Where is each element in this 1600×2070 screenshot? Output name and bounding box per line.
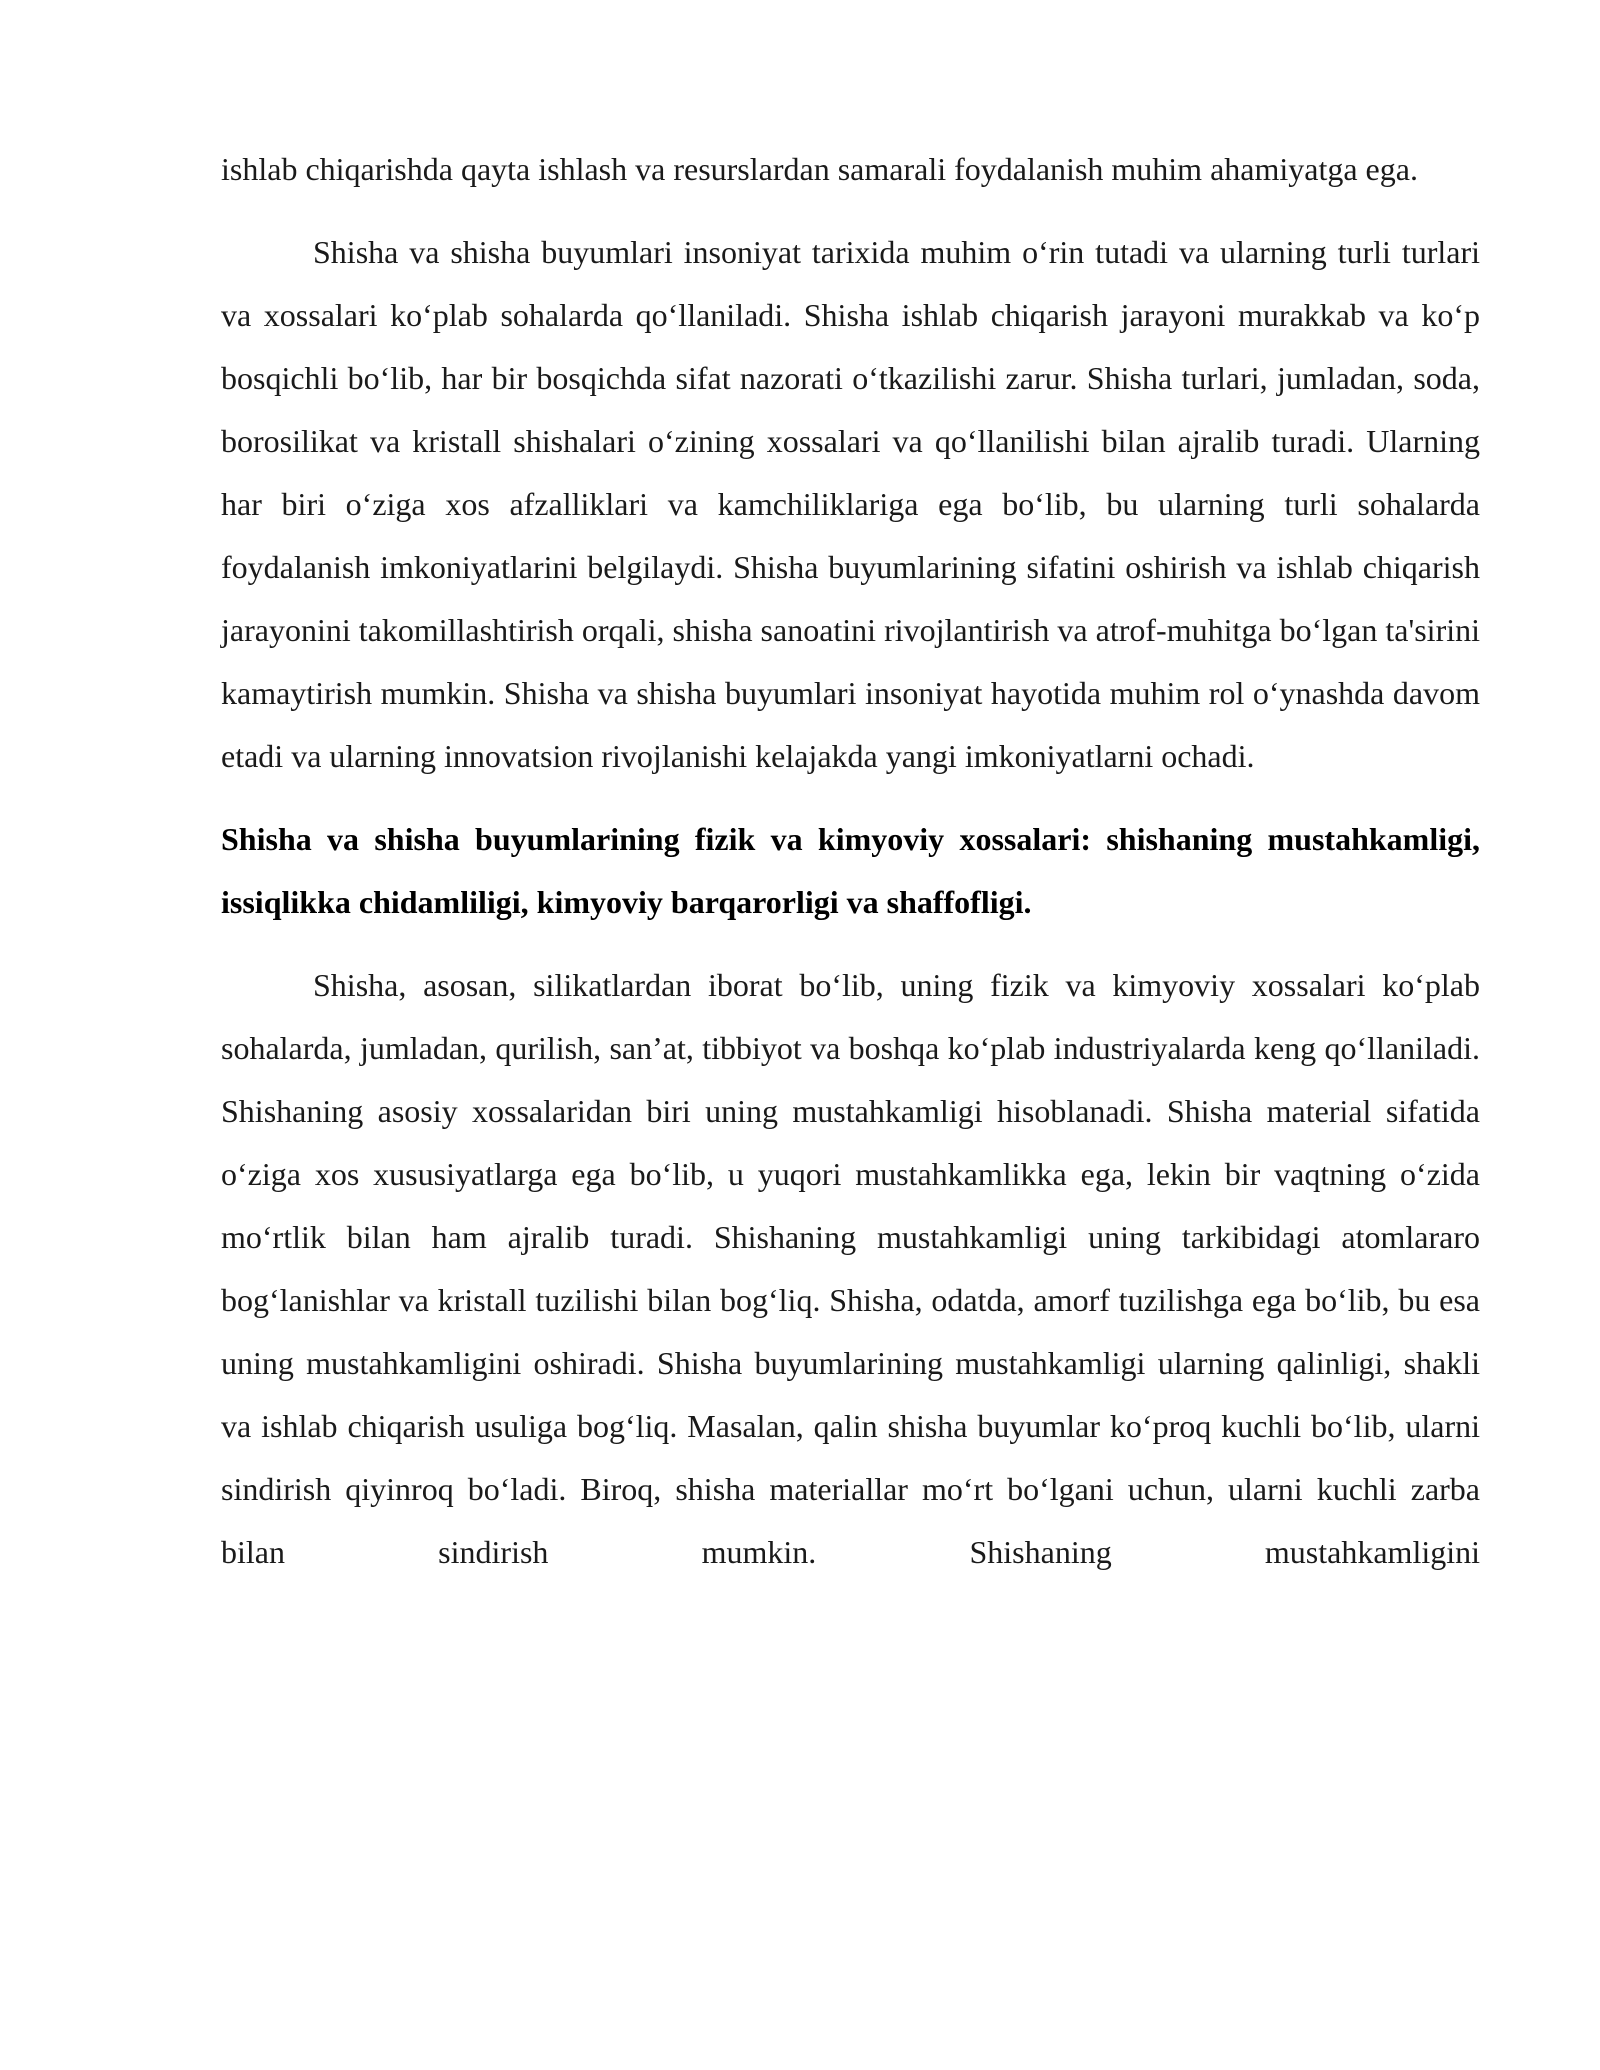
document-body <box>221 138 1480 1584</box>
paragraph-properties: Shisha, asosan, silikatlardan iborat bo‘lib, uning fizik va kimyoviy xossalari ko‘plab sohalarda, jumladan, qurilish, san’at, tibbiyot va boshqa ko‘plab industriyalarda keng qo‘llaniladi. Shishaning asosiy xossalaridan biri uning mustahkamligi hisoblanadi. Shisha material sifatida o‘ziga xos xususiyatlarga ega bo‘lib, u yuqori mustahkamlikka ega, lekin bir vaqtning o‘zida mo‘rtlik bilan ham ajralib turadi. Shishaning mustahkamligi uning tarkibidagi atomlararo bog‘lanishlar va kristall tuzilishi bilan bog‘liq. Shisha, odatda, amorf tuzilishga ega bo‘lib, bu esa uning mustahkamligini oshiradi. Shisha buyumlarining mustahkamligi ularning qalinligi, shakli va ishlab chiqarish usuliga bog‘liq. Masalan, qalin shisha buyumlar ko‘proq kuchli bo‘lib, ularni sindirish qiyinroq bo‘ladi. Biroq, shisha materiallar mo‘rt bo‘lgani uchun, ularni kuchli zarba bilan sindirish mumkin. Shishaning mustahkamligini <box>221 967 1480 1570</box>
section-heading: Shisha va shisha buyumlarining fizik va kimyoviy xossalari: shishaning mustahkamligi, issiqlikka chidamliligi, kimyoviy barqarorligi va shaffofligi. <box>221 821 1480 920</box>
paragraph-continuation: ishlab chiqarishda qayta ishlash va resurslardan samarali foydalanish muhim ahamiyatga ega. <box>221 151 1418 187</box>
paragraph-summary: Shisha va shisha buyumlari insoniyat tarixida muhim o‘rin tutadi va ularning turli turlari va xossalari ko‘plab sohalarda qo‘llaniladi. Shisha ishlab chiqarish jarayoni murakkab va ko‘p bosqichli bo‘lib, har bir bosqichda sifat nazorati o‘tkazilishi zarur. Shisha turlari, jumladan, soda, borosilikat va kristall shishalari o‘zining xossalari va qo‘llanilishi bilan ajralib turadi. Ularning har biri o‘ziga xos afzalliklari va kamchiliklariga ega bo‘lib, bu ularning turli sohalarda foydalanish imkoniyatlarini belgilaydi. Shisha buyumlarining sifatini oshirish va ishlab chiqarish jarayonini takomillashtirish orqali, shisha sanoatini rivojlantirish va atrof-muhitga bo‘lgan ta'sirini kamaytirish mumkin. Shisha va shisha buyumlari insoniyat hayotida muhim rol o‘ynashda davom etadi va ularning innovatsion rivojlanishi kelajakda yangi imkoniyatlarni ochadi. <box>221 234 1480 774</box>
